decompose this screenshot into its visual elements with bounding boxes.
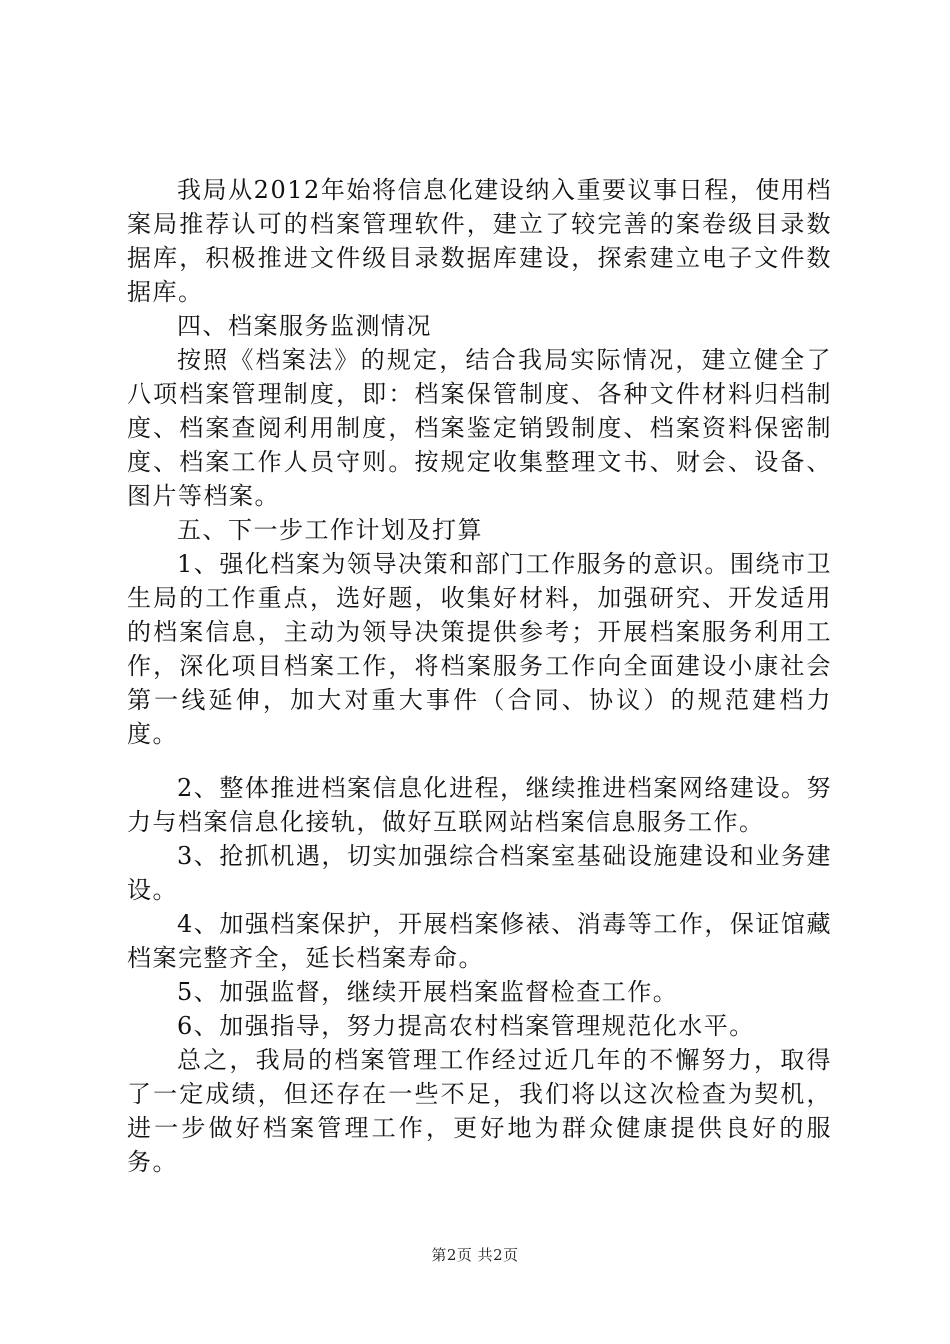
section-heading-4: 四、档案服务监测情况	[177, 312, 432, 340]
paragraph-conclusion: 总之，我局的档案管理工作经过近几年的不懈努力，取得了一定成绩，但还存在一些不足，我们将以这次检查为契机，进一步做好档案管理工作，更好地为群众健康提供良好的服务。	[127, 1046, 832, 1176]
plan-item-6: 6、加强指导，努力提高农村档案管理规范化水平。	[177, 1012, 755, 1040]
paragraph-informatization: 我局从2012年始将信息化建设纳入重要议事日程，使用档案局推荐认可的档案管理软件，建立了较完善的案卷级目录数据库，积极推进文件级目录数据库建设，探索建立电子文件数据库。	[127, 176, 832, 306]
plan-item-5: 5、加强监督，继续开展档案监督检查工作。	[177, 978, 679, 1006]
section-heading-5: 五、下一步工作计划及打算	[177, 516, 483, 544]
page-number-footer: 第2页 共2页	[431, 1246, 519, 1264]
plan-item-4: 4、加强档案保护，开展档案修裱、消毒等工作，保证馆藏档案完整齐全，延长档案寿命。	[127, 910, 832, 972]
paragraph-archive-system: 按照《档案法》的规定，结合我局实际情况，建立健全了八项档案管理制度，即：档案保管制度、各种文件材料归档制度、档案查阅利用制度，档案鉴定销毁制度、档案资料保密制度、档案工作人员守则。按规定收集整理文书、财会、设备、图片等档案。	[127, 346, 832, 510]
plan-item-2: 2、整体推进档案信息化进程，继续推进档案网络建设。努力与档案信息化接轨，做好互联网站档案信息服务工作。	[127, 774, 832, 836]
plan-item-3: 3、抢抓机遇，切实加强综合档案室基础设施建设和业务建设。	[127, 842, 832, 904]
plan-item-1: 1、强化档案为领导决策和部门工作服务的意识。围绕市卫生局的工作重点，选好题，收集好材料，加强研究、开发适用的档案信息，主动为领导决策提供参考；开展档案服务利用工作，深化项目档案工作，将档案服务工作向全面建设小康社会第一线延伸，加大对重大事件（合同、协议）的规范建档力度。	[127, 550, 832, 748]
document-body	[127, 173, 832, 1179]
